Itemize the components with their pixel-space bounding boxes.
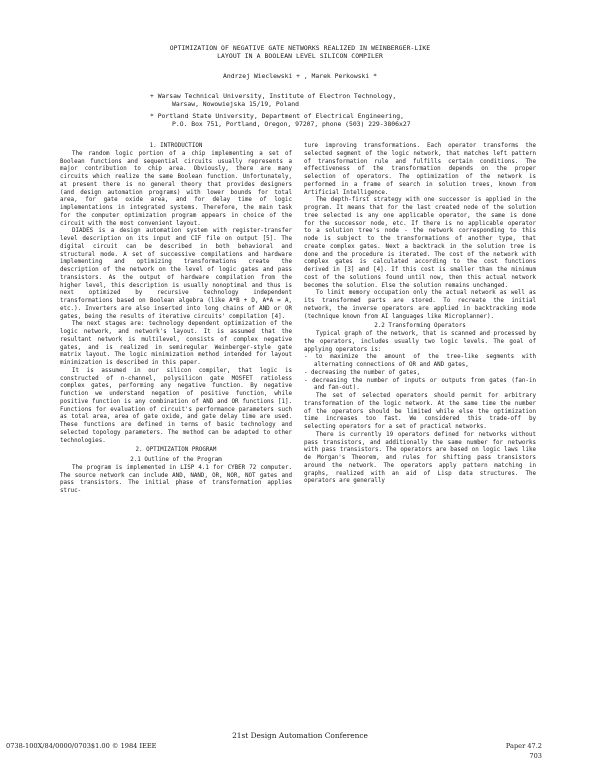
paragraph: To limit memory occupation only the actual network as well as its transformed parts are stored. To recreate the initial network, the inverse operators are applied in backtracking mode (technique known from AI languages like Microplanner). xyxy=(304,290,536,320)
paragraph: There is currently 19 operators defined for networks without pass transistors, and additionally the same number for networks with pass transistors. The operators are based on logic laws like de Morgan's Theorem, and rules for shifting pass transistors around the network. The operators apply pattern matching in graphs, realized with an aid of Lisp data structures. The operators are generally xyxy=(304,431,536,485)
paragraph: The program is implemented in LISP 4.1 for CYBER 72 computer. The source network can include AND, NAND, OR, NOR, NOT gates and pass transistors. The initial phase of transformation applies struc- xyxy=(60,464,292,494)
left-column xyxy=(60,143,292,496)
paragraph: It is assumed in our silicon compiler, that logic is constructed of n-channel, polysilicon gate MOSFET ratioless complex gates, performing any negative function. By negative function we understand negation of positive function, while positive function is any combination of AND and OR functions [1]. Functions for evaluation of circuit's performance parameters such as total area, area of gate oxide, and gate delay time are used. These functions are defined in terms of basic technology and selected topology parameters. The method can be adapted to other technologies. xyxy=(60,367,292,444)
section-heading: 2. OPTIMIZATION PROGRAM xyxy=(135,447,217,454)
conference-name: 21st Design Automation Conference xyxy=(232,731,368,740)
right-column xyxy=(304,143,536,486)
affiliation-warsaw xyxy=(150,92,480,108)
paragraph: Typical graph of the network, that is scanned and processed by the operators, includes usually two logic levels. The goal of applying operators is: xyxy=(304,331,536,353)
title-line-1: OPTIMIZATION OF NEGATIVE GATE NETWORKS REALIZED IN WEINBERGER-LIKE xyxy=(169,44,431,52)
paragraph: The depth-first strategy with one successor is applied in the program. It means that for the last created node of the solution tree selected is any one applicable operator, the same is done for the successor node, etc. If there is no applicable operator to a solution tree's node - the network corresponding to this node is subject to the transformations of another type, that create complex gates. Next a backtrack in the solution tree is done and the procedure is iterated. The cost of the network with complex gates is calculated according to the cost functions derived in [3] and [4]. If this cost is smaller than the minimum cost of the solutions found until now, then this actual network becomes the solution. Else the solution remains unchanged. xyxy=(304,197,536,289)
title-line-2: LAYOUT IN A BOOLEAN LEVEL SILICON COMPILER xyxy=(217,52,383,60)
section-heading: 2.1 Outline of the Program xyxy=(130,457,222,463)
paragraph: The next stages are: technology dependent optimization of the logic network, and network's layout. It is assumed that the resultant network is multilevel, consists of complex negative gates, and is realized in semiregular Weinberger-style gate matrix layout. The logic minimization method intended for layout minimization is described in this paper. xyxy=(60,321,292,366)
page-number: 703 xyxy=(529,752,542,760)
paragraph: DIADES is a design automation system with register-transfer level description on its input and CIF file on output [5]. The digital circuit can be described in both behavioral and structural mode. A set of successive compilations and hardware implementing and optimizing transformations create the description of the network on the level of logic gates and pass transistors. As the output of hardware compilation from the higher level, this description is usually nonoptimal and thus is next optimized by recursive technology independent transformations based on Boolean algebra (like A*B + D, A*A = A, etc.). Inverters are also inserted into long chains of AND or OR gates, being the results of iterative circuits' compilation [4]. xyxy=(60,228,292,320)
copyright-line: 0738-100X/84/0000/0703$1.00 © 1984 IEEE xyxy=(6,742,157,750)
affiliation-line: + Warsaw Technical University, Institute of Electron Technology, xyxy=(150,92,397,100)
paragraph: The random logic portion of a chip implementing a set of Boolean functions and sequential circuits usually represents a major contribution to chip area. Obviously, there are many circuits which realize the same Boolean function. Unfortunately, at present there is no general theory that provides designers (and design automation programs) with lower bounds for total area, for gate oxide area, and for delay time of logic implementations in integrated systems. Therefore, the main task for the computer optimization program appears in choice of the circuit with the most convenient layout. xyxy=(60,150,292,227)
paragraph: The set of selected operators should permit for arbitrary transformation of the logic network. At the same time the number of the operators should be limited while else the optimization time increases too fast. We considered this trade-off by selecting operators for a set of practical networks. xyxy=(304,393,536,430)
section-heading: 2.2 Transforming Operators xyxy=(374,323,466,330)
paper-title xyxy=(0,44,600,60)
section-heading: 1. INTRODUCTION xyxy=(149,143,203,149)
affiliation-line: * Portland State University, Department of Electrical Engineering, xyxy=(150,112,404,120)
affiliation-portland xyxy=(150,112,480,128)
paragraph: ture improving transformations. Each operator transforms the selected segment of the logic network, that matches left pattern of transformation rule and fulfills certain conditions. The effectiveness of the transformation depends on the proper selection of operators. The optimization of the network is performed in a frame of search in solution trees, known from Artificial Intelligence. xyxy=(304,143,536,196)
paragraph: - decreasing the number of inputs or outputs from gates (fan-in and fan-out). xyxy=(304,377,536,392)
paragraph: - decreasing the number of gates, xyxy=(304,369,421,376)
paragraph: - to maximize the amount of the tree-like segments with alternating connections of OR and AND gates, xyxy=(304,354,536,368)
affiliation-line: P.O. Box 751, Portland, Oregon, 97207, phone (503) 229-3806x27 xyxy=(172,120,411,128)
paper-number: Paper 47.2 xyxy=(505,742,542,750)
authors: Andrzej Wieclewski + , Marek Perkowski * xyxy=(223,72,377,80)
affiliation-line: Warsaw, Nowowiejska 15/19, Poland xyxy=(172,100,299,108)
